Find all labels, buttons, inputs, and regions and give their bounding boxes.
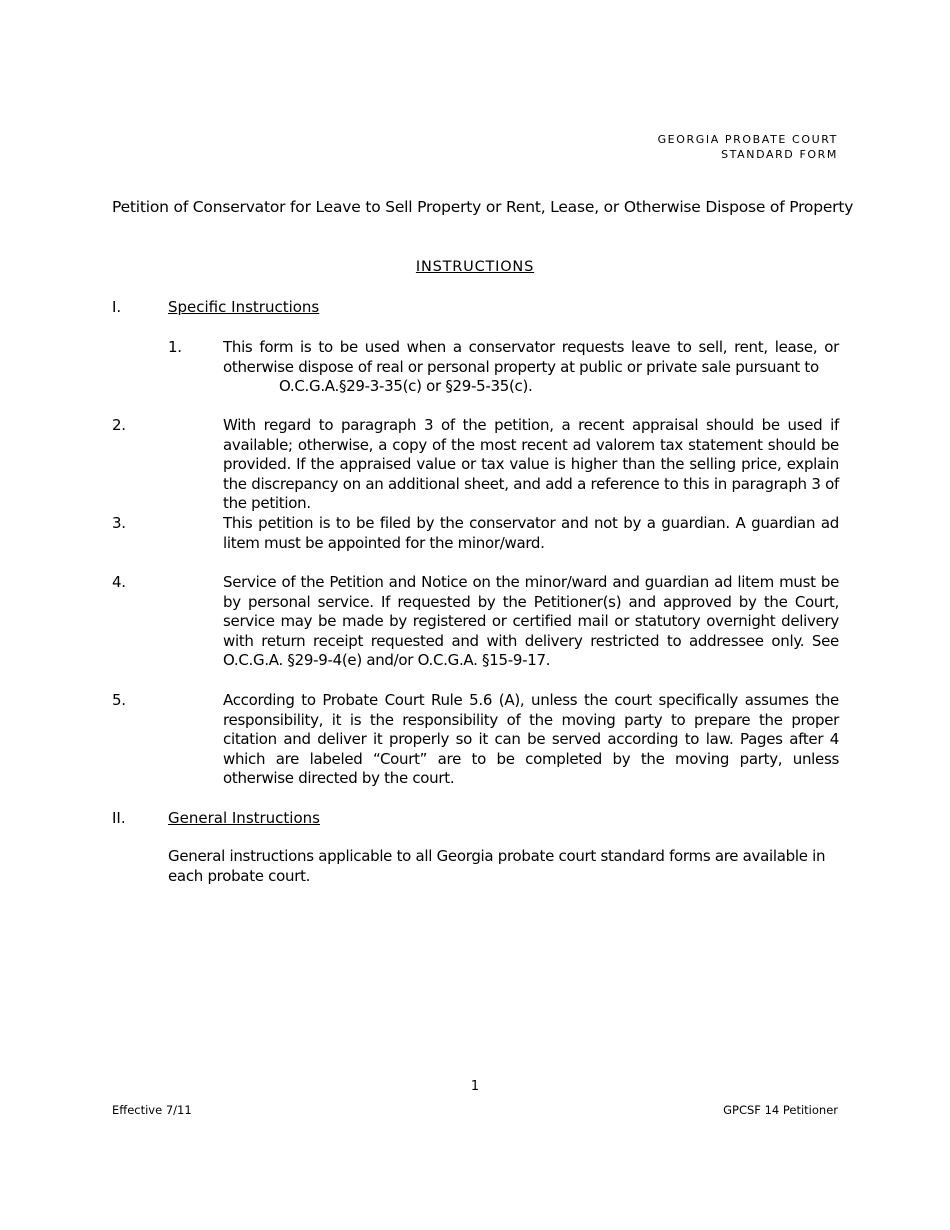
form-header <box>658 132 838 162</box>
section-label: Specific Instructions <box>168 298 320 316</box>
section-numeral: II. <box>112 809 126 827</box>
item-number: 2. <box>112 416 126 434</box>
item-text: Service of the Petition and Notice on the minor/ward and guardian ad litem must be by personal service. If requested by the Petitioner(s) and approved by the Court, service may be made by registered or certified mail or statutory overnight delivery with return receipt requested and with delivery restricted to addressee only. See O.C.G.A. §29-9-4(e) and/or O.C.G.A. §15-9-17. <box>223 573 839 670</box>
instruction-item-1 <box>112 338 839 397</box>
form-type: STANDARD FORM <box>721 148 838 161</box>
item-text: With regard to paragraph 3 of the petition, a recent appraisal should be used if available; otherwise, a copy of the most recent ad valorem tax statement should be provided. If the appraised value or tax value is higher than the selling price, explain the discrepancy on an additional sheet, and add a reference to this in paragraph 3 of the petition. <box>223 416 839 513</box>
item-text: According to Probate Court Rule 5.6 (A), unless the court specifically assumes the responsibility, it is the responsibility of the moving party to prepare the proper citation and deliver it properly so it can be served according to law. Pages after 4 which are labeled “Court” are to be completed by the moving party, unless otherwise directed by the court. <box>223 691 839 788</box>
item-number: 5. <box>112 691 126 709</box>
item-number: 1. <box>168 338 182 356</box>
instruction-item-2 <box>112 416 839 514</box>
item-citation: O.C.G.A.§29-3-35(c) or §29-5-35(c). <box>279 377 533 396</box>
instructions-heading <box>0 259 950 275</box>
effective-date: Effective 7/11 <box>112 1103 192 1117</box>
instruction-item-4 <box>112 573 839 671</box>
page-number: 1 <box>470 1079 480 1094</box>
form-identifier: GPCSF 14 Petitioner <box>723 1103 838 1117</box>
court-name: GEORGIA PROBATE COURT <box>657 133 838 146</box>
general-instructions-text: General instructions applicable to all Georgia probate court standard forms are available in each probate court. <box>168 847 826 885</box>
instruction-item-5 <box>112 691 839 789</box>
document-title: Petition of Conservator for Leave to Sell Property or Rent, Lease, or Otherwise Dispose of Property <box>112 198 854 216</box>
item-number: 3. <box>112 514 126 532</box>
instruction-item-3 <box>112 514 839 553</box>
instructions-heading-text: INSTRUCTIONS <box>415 259 535 275</box>
item-number: 4. <box>112 573 126 591</box>
item-text: This petition is to be filed by the conservator and not by a guardian. A guardian ad litem must be appointed for the minor/ward. <box>223 514 839 552</box>
section-label: General Instructions <box>168 809 320 827</box>
section-numeral: I. <box>112 298 122 316</box>
item-text: This form is to be used when a conservator requests leave to sell, rent, lease, or otherwise dispose of real or personal property at public or private sale pursuant to <box>223 338 839 376</box>
